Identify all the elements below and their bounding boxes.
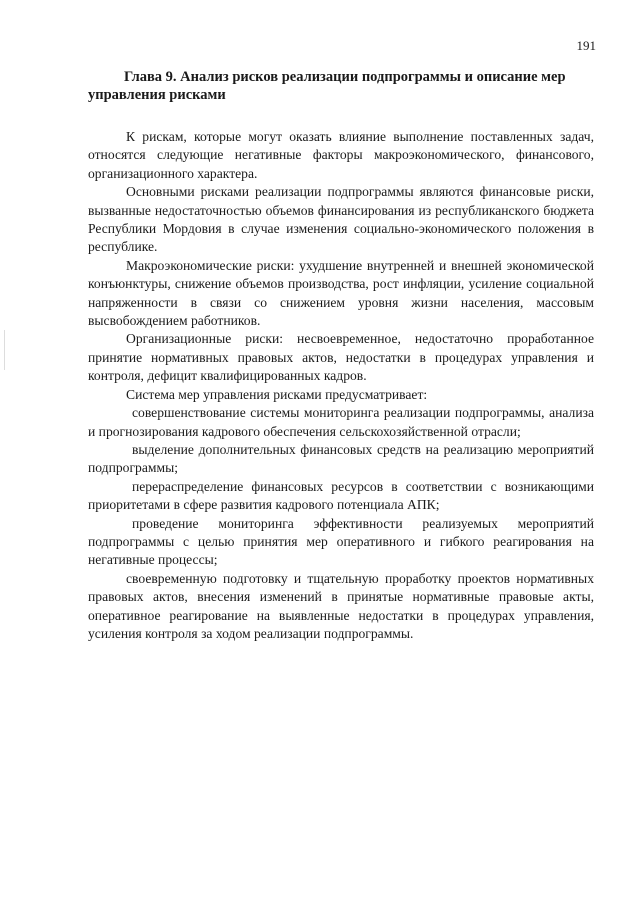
measure-item: своевременную подготовку и тщательную проработку проектов нормативных правовых актов, внесения изменений в принятые нормативные правовые акты, оперативное реагирование на выявленные недостатки в процедурах управления, усиления контроля за ходом реализации подпрограммы. — [88, 570, 594, 641]
paragraph-organizational-risks: Организационные риски: несвоевременное, недостаточно проработанное принятие нормативных правовых актов, недостатки в процедурах управления и контроля, дефицит квалифицированных кадров. — [88, 331, 594, 384]
chapter-heading: Глава 9. Анализ рисков реализации подпрограммы и описание мер управления рисками — [88, 69, 566, 103]
page-number: 191 — [576, 38, 596, 53]
paragraph-macroeconomic-risks: Макроэкономические риски: ухудшение внутренней и внешней экономической конъюнктуры, снижение объемов производства, рост инфляции, усиление социальной напряженности в связи со снижением уровня жизни населения, массовым высвобождением работников. — [88, 257, 594, 329]
paragraph-financial-risks: Основными рисками реализации подпрограммы являются финансовые риски, вызванные недостаточностью объемов финансирования из республиканского бюджета Республики Мордовия в случае изменения социально-экономического положения в республике. — [88, 184, 594, 255]
body-text — [88, 128, 594, 643]
measure-item: перераспределение финансовых ресурсов в соответствии с возникающими приоритетами в сфере развития кадрового потенциала АПК; — [88, 478, 594, 513]
paragraph-measures-intro: Система мер управления рисками предусматривает: — [126, 386, 428, 402]
paragraph-intro: К рискам, которые могут оказать влияние выполнение поставленных задач, относятся следующие негативные факторы макроэкономического, финансового, организационного характера. — [88, 129, 594, 181]
measure-item: выделение дополнительных финансовых средств на реализацию мероприятий подпрограммы; — [88, 441, 594, 476]
measure-item: проведение мониторинга эффективности реализуемых мероприятий подпрограммы с целью принятия мер оперативного и гибкого реагирования на негативные процессы; — [88, 515, 594, 568]
scan-margin-mark — [4, 330, 5, 370]
measure-item: совершенствование системы мониторинга реализации подпрограммы, анализа и прогнозирования кадрового обеспечения сельскохозяйственной отрасли; — [88, 405, 594, 439]
